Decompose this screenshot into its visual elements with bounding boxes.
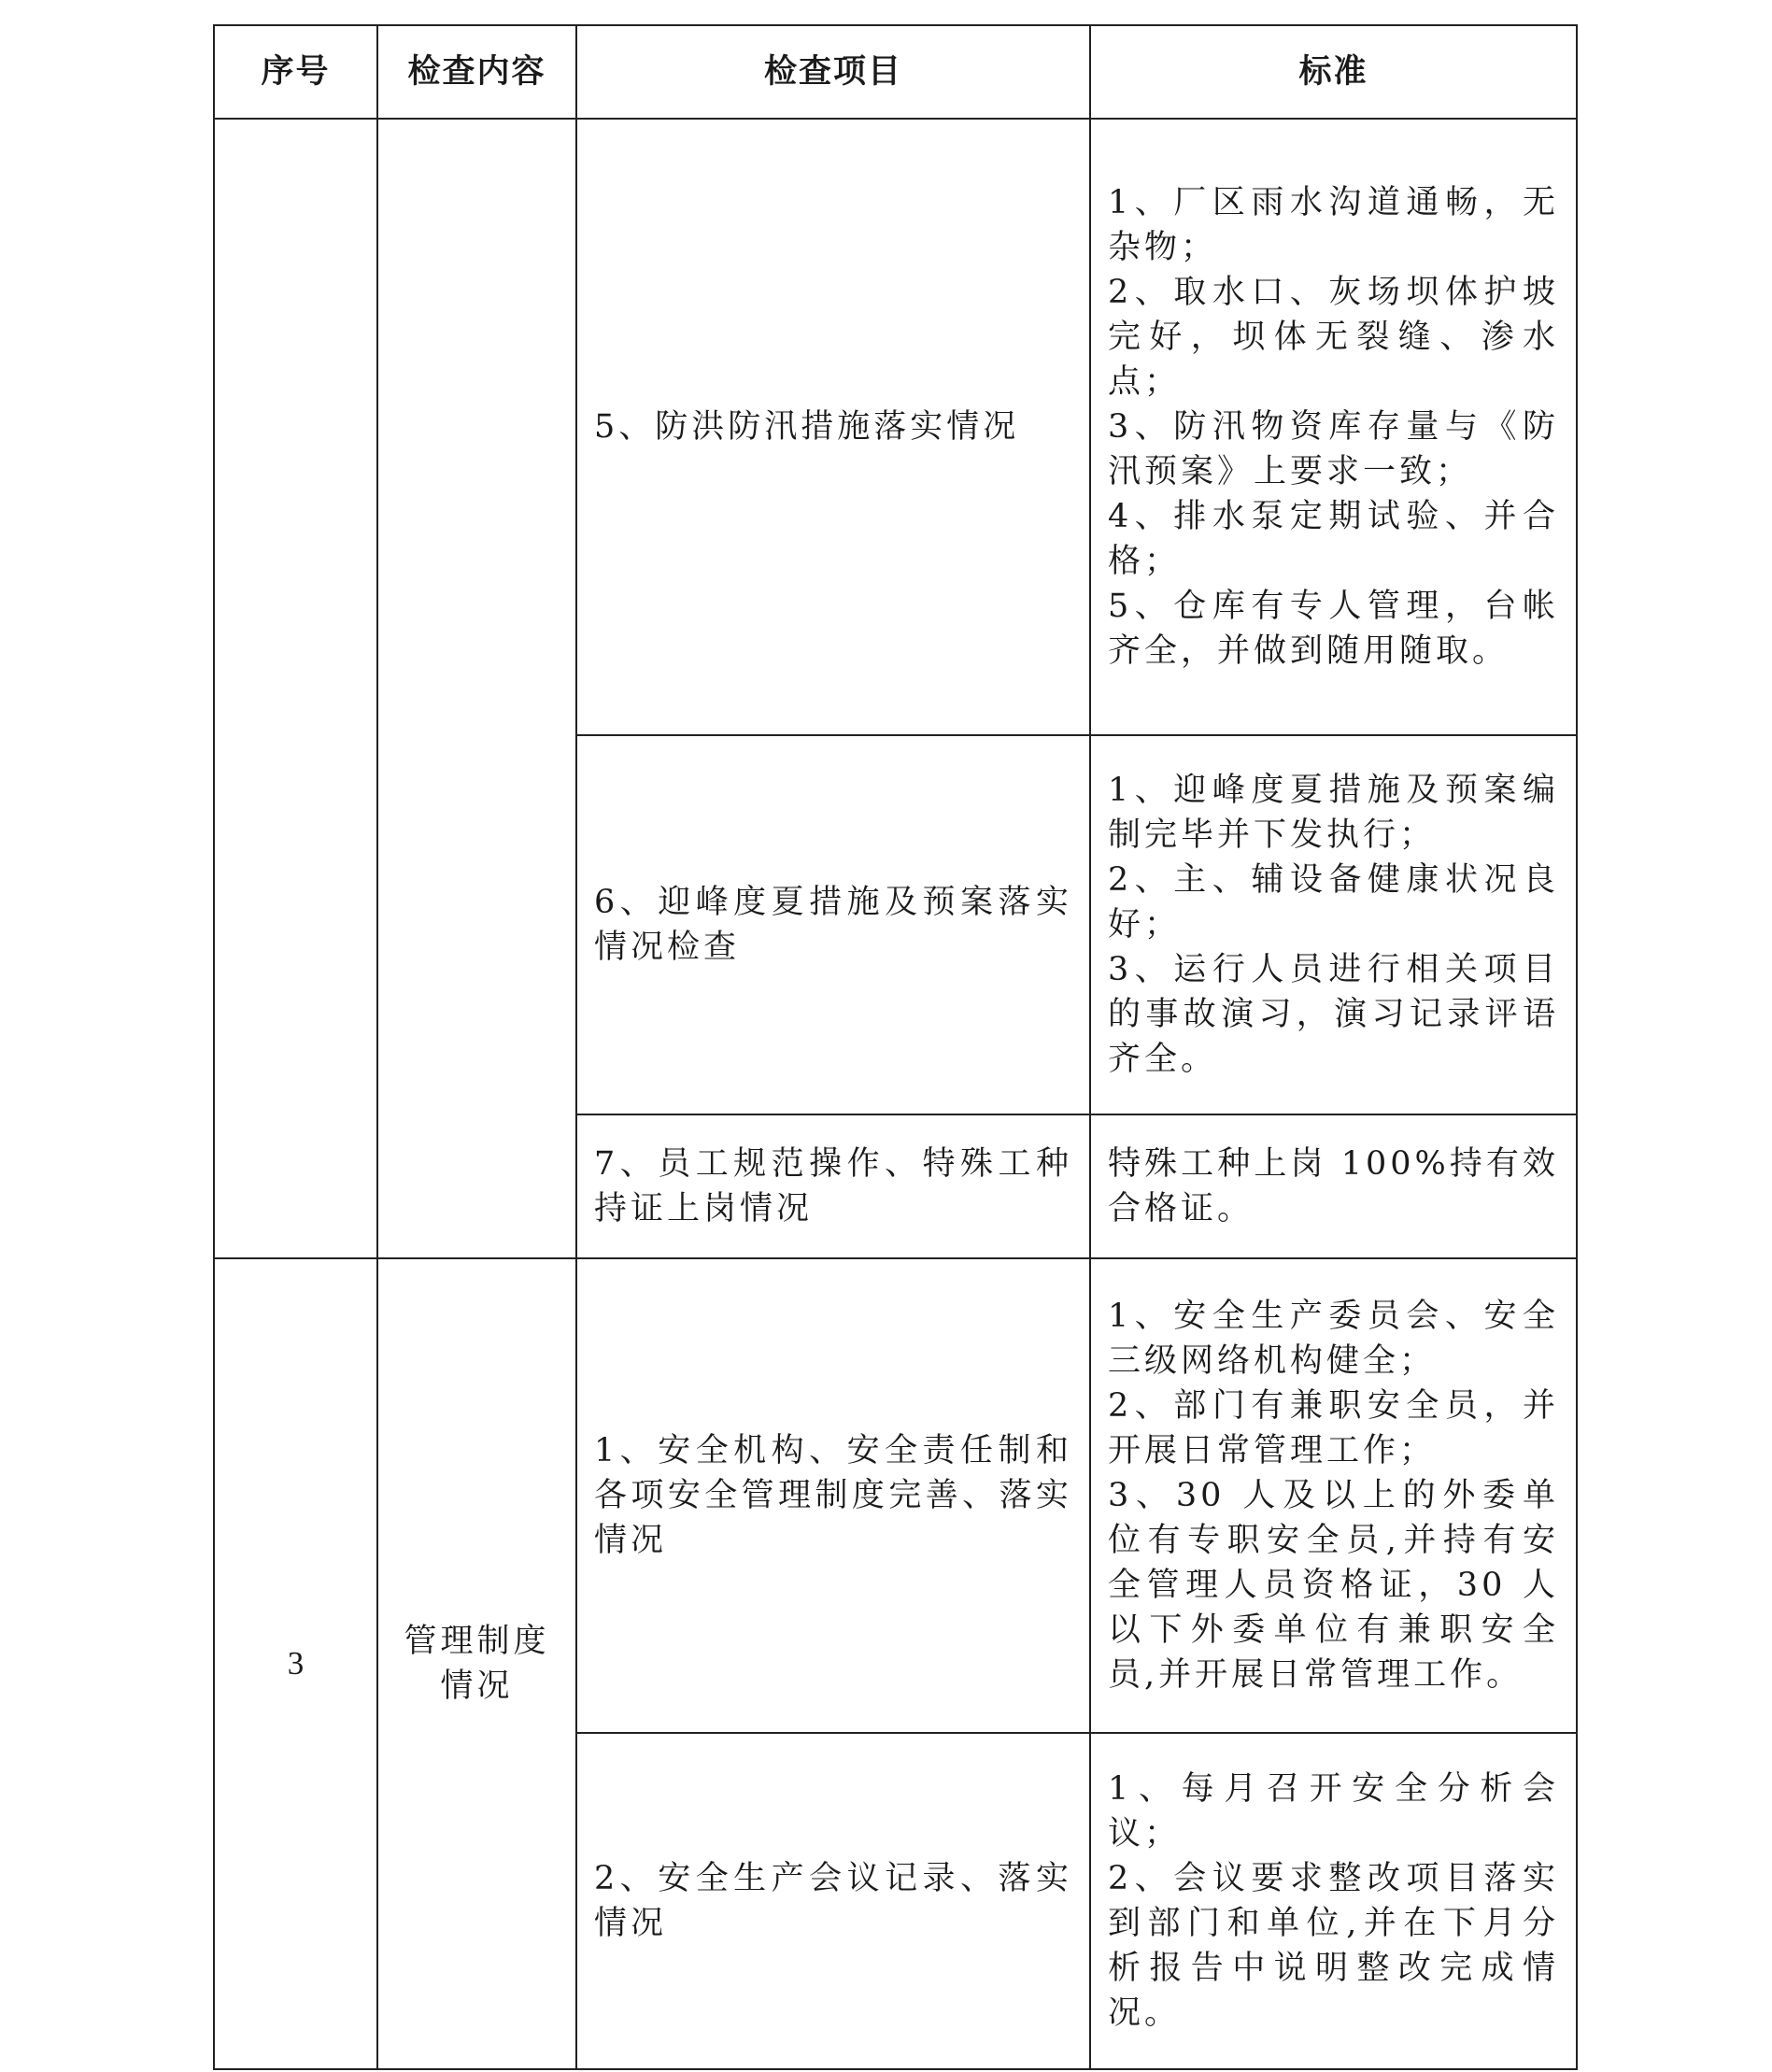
standard-line: 3、运行人员进行相关项目的事故演习，演习记录评语齐全。 bbox=[1108, 951, 1559, 1078]
header-item: 检查项目 bbox=[576, 25, 1090, 119]
standard-line: 1、厂区雨水沟道通畅，无杂物； bbox=[1108, 184, 1559, 266]
item-cell: 6、迎峰度夏措施及预案落实情况检查 bbox=[576, 735, 1090, 1114]
table-header-row bbox=[214, 25, 1577, 119]
standard-cell bbox=[1090, 735, 1577, 1114]
standard-line: 2、部门有兼职安全员，并开展日常管理工作； bbox=[1108, 1387, 1559, 1469]
standard-line: 3、30 人及以上的外委单位有专职安全员,并持有安全管理人员资格证，30 人以下外委单位有兼职安全员,并开展日常管理工作。 bbox=[1108, 1477, 1559, 1694]
item-cell: 5、防洪防汛措施落实情况 bbox=[576, 119, 1090, 735]
header-content: 检查内容 bbox=[377, 25, 576, 119]
standard-line: 2、取水口、灰场坝体护坡完好，坝体无裂缝、渗水点； bbox=[1108, 274, 1559, 401]
item-cell: 2、安全生产会议记录、落实情况 bbox=[576, 1733, 1090, 2069]
standard-line: 5、仓库有专人管理，台帐齐全，并做到随用随取。 bbox=[1108, 588, 1559, 670]
item-cell: 7、员工规范操作、特殊工种持证上岗情况 bbox=[576, 1114, 1090, 1258]
standard-line: 2、主、辅设备健康状况良好； bbox=[1108, 861, 1559, 944]
header-standard: 标准 bbox=[1090, 25, 1577, 119]
standard-cell bbox=[1090, 119, 1577, 735]
standard-line: 2、会议要求整改项目落实到部门和单位,并在下月分析报告中说明整改完成情况。 bbox=[1108, 1860, 1559, 2032]
content-cell: 管理制度情况 bbox=[377, 1258, 576, 2069]
standard-line: 1、安全生产委员会、安全三级网络机构健全； bbox=[1108, 1298, 1559, 1380]
table-row bbox=[214, 1258, 1577, 1733]
standard-cell bbox=[1090, 1258, 1577, 1733]
content-cell-empty bbox=[377, 119, 576, 1258]
item-cell: 1、安全机构、安全责任制和各项安全管理制度完善、落实情况 bbox=[576, 1258, 1090, 1733]
standard-line: 3、防汛物资库存量与《防汛预案》上要求一致； bbox=[1108, 408, 1559, 490]
seq-cell: 3 bbox=[214, 1258, 377, 2069]
standard-cell bbox=[1090, 1733, 1577, 2069]
standard-line: 特殊工种上岗 100%持有效合格证。 bbox=[1108, 1145, 1559, 1228]
standard-line: 1、迎峰度夏措施及预案编制完毕并下发执行； bbox=[1108, 772, 1559, 854]
standard-line: 4、排水泵定期试验、并合格； bbox=[1108, 498, 1559, 580]
standard-line: 1、每月召开安全分析会议； bbox=[1108, 1770, 1559, 1852]
standard-cell bbox=[1090, 1114, 1577, 1258]
header-seq: 序号 bbox=[214, 25, 377, 119]
inspection-table bbox=[213, 24, 1578, 2070]
seq-cell-empty bbox=[214, 119, 377, 1258]
table-row bbox=[214, 119, 1577, 735]
